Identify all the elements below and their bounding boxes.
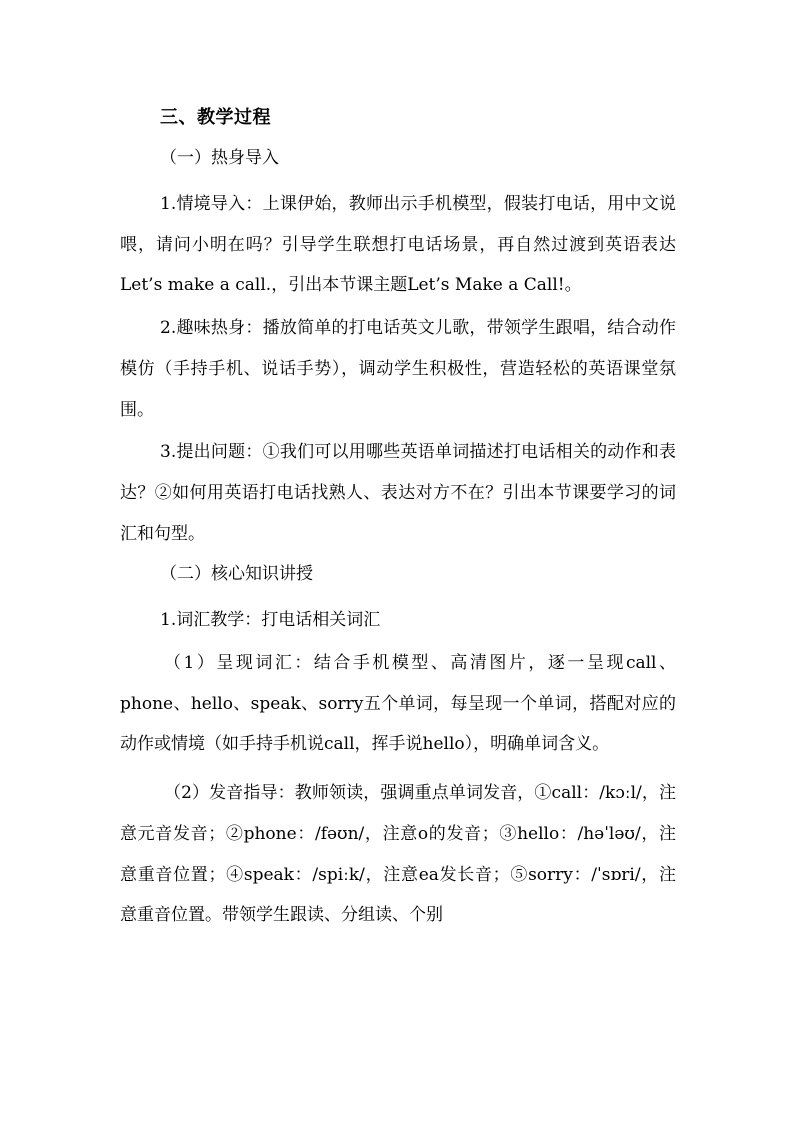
paragraph-situation-intro: 1.情境导入：上课伊始，教师出示手机模型，假装打电话，用中文说喂，请问小明在吗？引导学生联想打电话场景，再自然过渡到英语表达Let’s make a call.，引出本节课主题Let’s Make a Call!。: [120, 194, 676, 296]
part2-title: （二）核心知识讲授: [160, 564, 313, 585]
paragraph-vocab-heading: 1.词汇教学：打电话相关词汇: [160, 610, 381, 631]
section-title: 三、教学过程: [160, 107, 271, 128]
paragraph-warmup: 2.趣味热身：播放简单的打电话英文儿歌，带领学生跟唱，结合动作模仿（手持手机、说话手势），调动学生积极性，营造轻松的英语课堂氛围。: [120, 318, 676, 420]
document-body: [120, 100, 676, 938]
paragraph-present-vocab: （1）呈现词汇：结合手机模型、高清图片，逐一呈现call、phone、hello、speak、sorry五个单词，每呈现一个单词，搭配对应的动作或情境（如手持手机说call，挥手说hello），明确单词含义。: [120, 653, 676, 755]
part1-title: （一）热身导入: [160, 148, 279, 168]
paragraph-pronunciation: （2）发音指导：教师领读，强调重点单词发音，①call：/kɔːl/，注意元音发音；②phone：/fəʊn/，注意o的发音；③hello：/həˈləʊ/，注意重音位置；④speak：/spiːk/，注意ea发长音；⑤sorry：/ˈsɒri/，注意重音位置。带领学生跟读、分组读、个别: [120, 783, 676, 926]
paragraph-questions: 3.提出问题：①我们可以用哪些英语单词描述打电话相关的动作和表达？②如何用英语打电话找熟人、表达对方不在？引出本节课要学习的词汇和句型。: [120, 442, 676, 544]
